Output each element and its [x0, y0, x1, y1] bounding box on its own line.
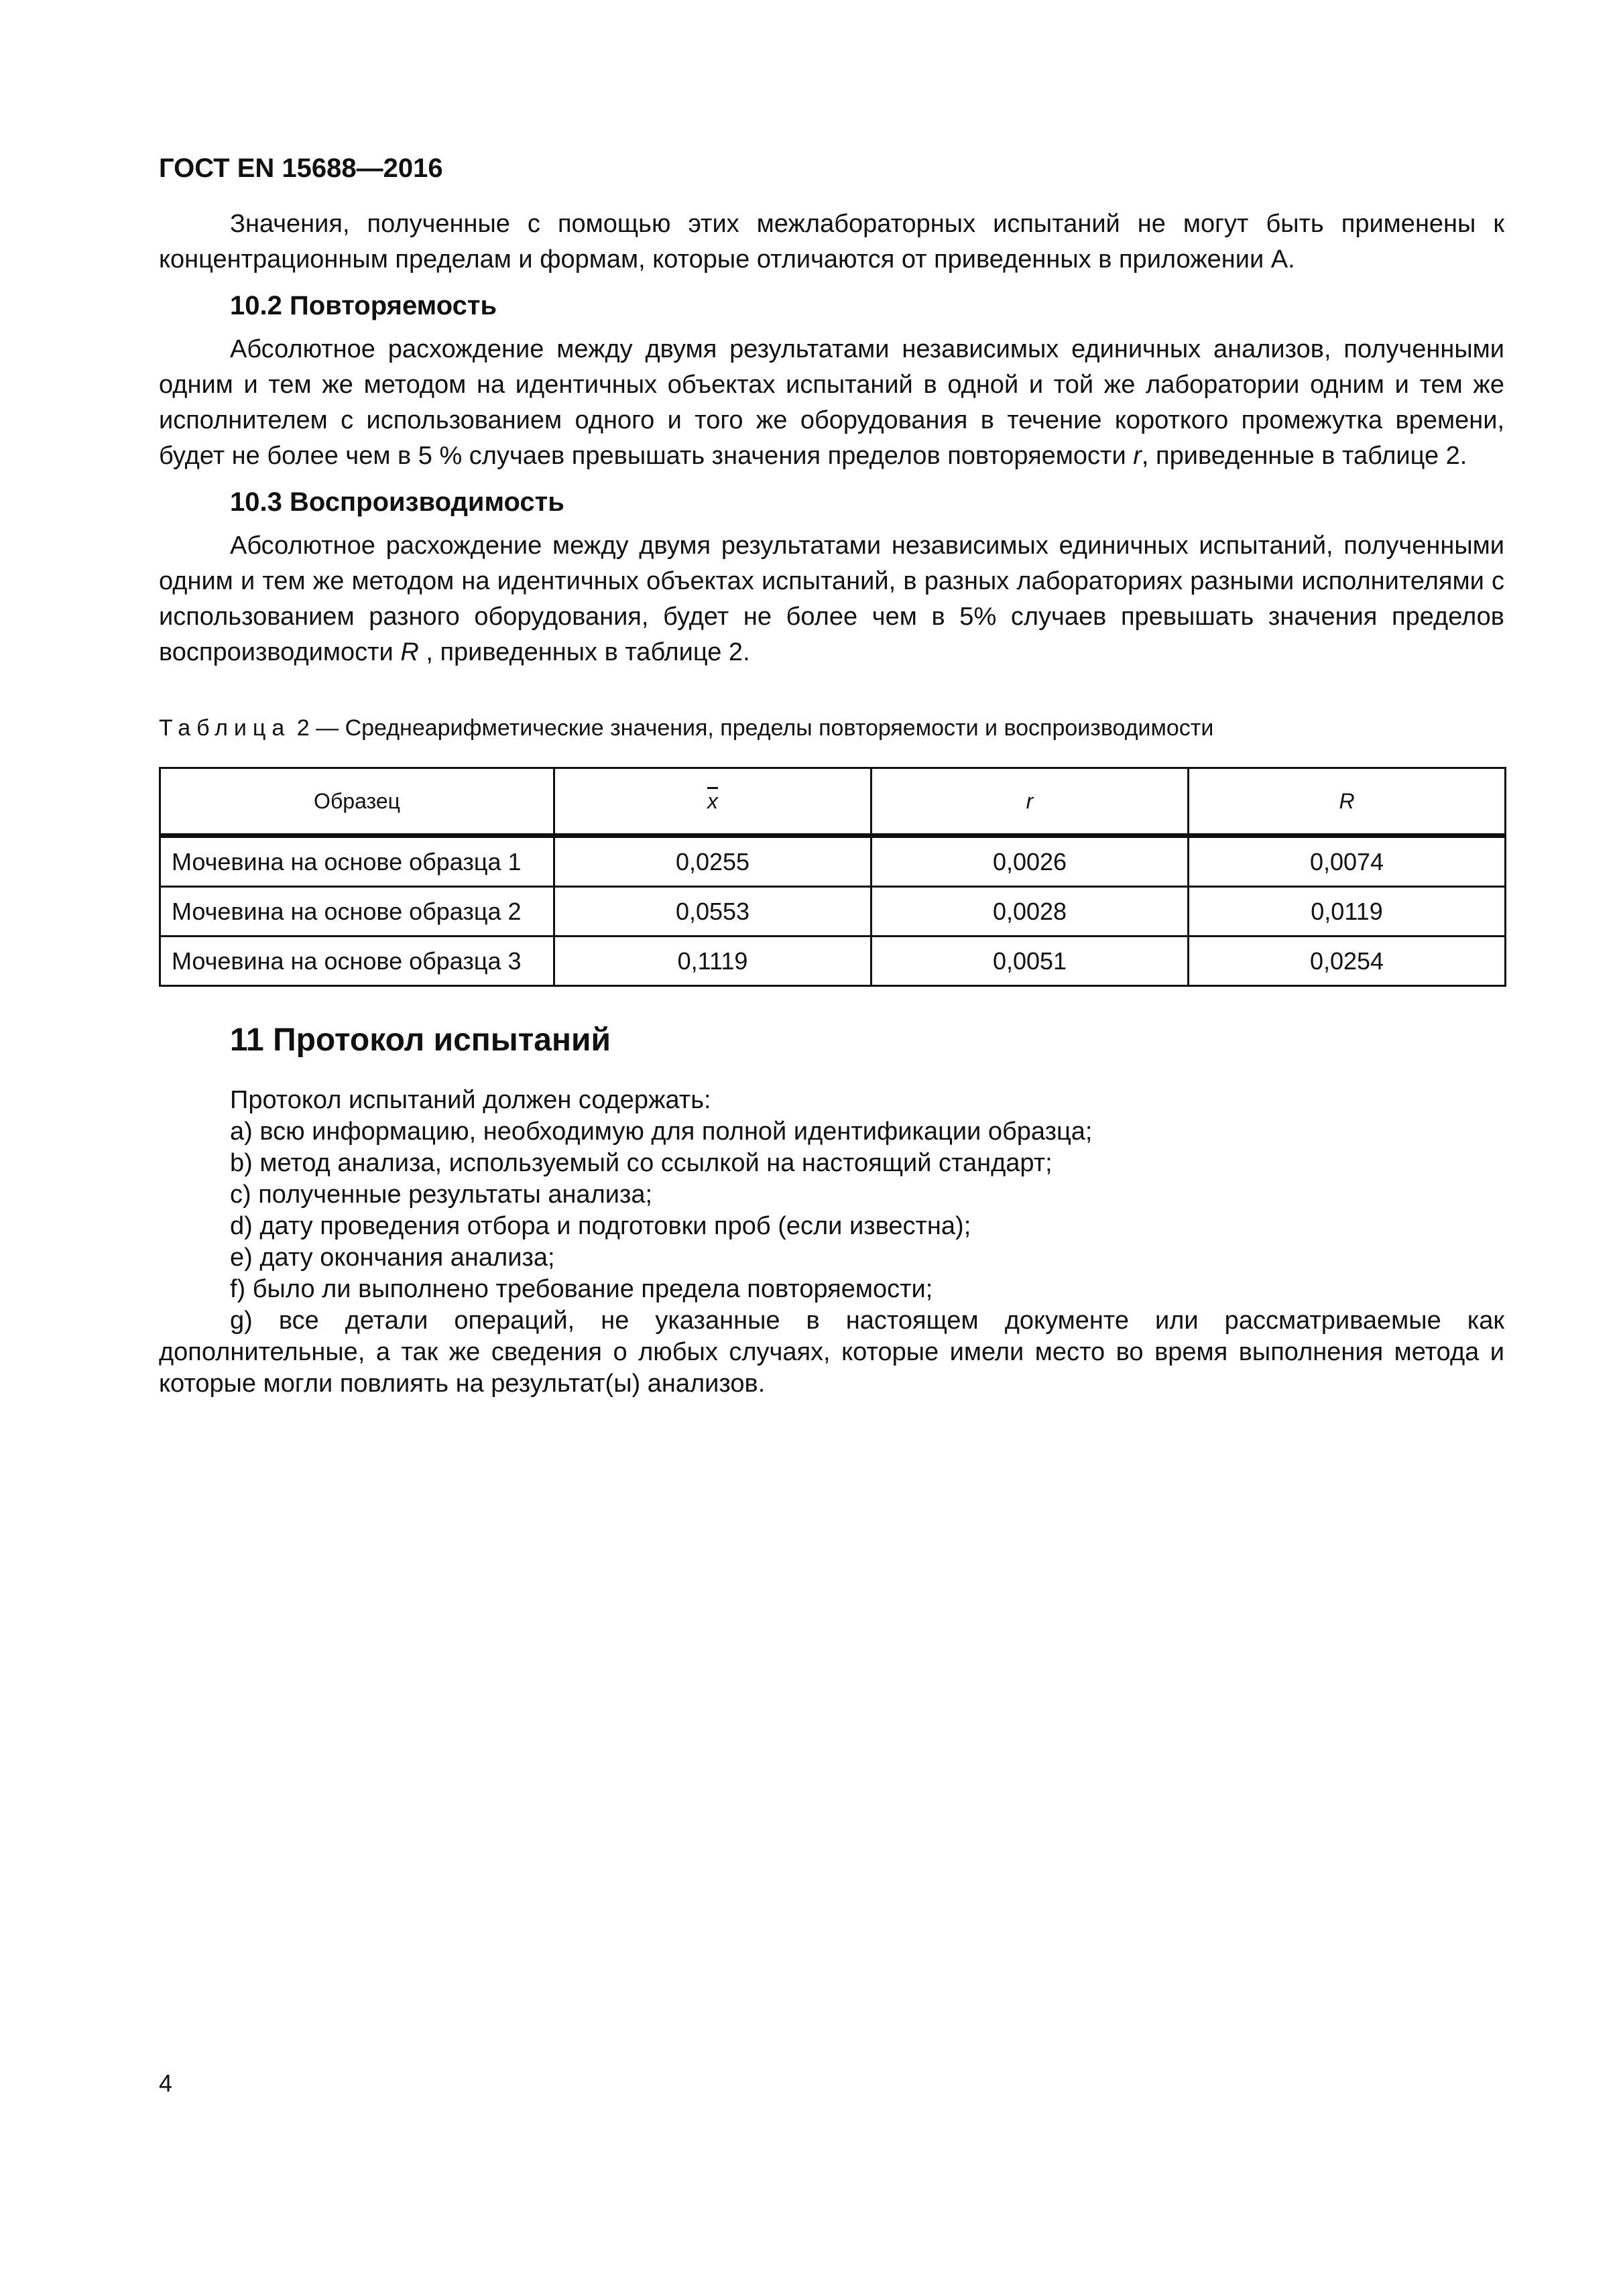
table-caption-number: 2 — [296, 715, 310, 741]
section-11-lead: Протокол испытаний должен содержать: — [230, 1086, 711, 1114]
page-number: 4 — [159, 2069, 173, 2097]
header-repeatability: r — [871, 768, 1189, 836]
table-caption — [159, 713, 1504, 743]
reproducibility-symbol: R — [400, 638, 419, 666]
section-10-3-title: 10.3 Воспроизводимость — [230, 487, 564, 517]
section-10-2-text-end: , приведенные в таблице 2. — [1141, 442, 1467, 470]
header-reproducibility: R — [1189, 768, 1506, 836]
list-item-last: g) все детали операций, не указанные в настоящем документе или рассматриваемые как дополнительные, а так же сведения о любых случаях, которые имели место во время выполнения метода и которые могли повлиять на результат(ы) анализов. — [159, 1307, 1504, 1398]
list-item: d) дату проведения отбора и подготовки проб (если известна); — [230, 1212, 971, 1240]
cell-sample: Мочевина на основе образца 1 — [160, 836, 554, 887]
cell-mean: 0,0255 — [554, 836, 871, 887]
section-11-title: 11 Протокол испытаний — [230, 1022, 611, 1058]
cell-sample: Мочевина на основе образца 3 — [160, 936, 554, 986]
cell-reproducibility: 0,0254 — [1189, 936, 1506, 986]
header-mean — [554, 768, 871, 836]
cell-mean: 0,1119 — [554, 936, 871, 986]
section-10-3-text: Абсолютное расхождение между двумя результатами независимых единичных испытаний, полученными одним и тем же методом на идентичных объектах испытаний, в разных лабораториях разными исполнителями с использованием разного оборудования, будет не более чем в 5% случаев превышать значения пределов воспроизводимости — [159, 532, 1504, 666]
header-sample: Образец — [160, 768, 554, 836]
section-10-3-text-end: , приведенных в таблице 2. — [426, 638, 750, 666]
table-caption-text: — Среднеарифметические значения, пределы повторяемости и воспроизводимости — [316, 715, 1214, 741]
section-10-2-paragraph — [159, 332, 1504, 474]
table-row — [160, 936, 1506, 986]
table-row — [160, 887, 1506, 936]
repeatability-symbol: r — [1133, 442, 1142, 470]
intro-paragraph: Значения, полученные с помощью этих межлабораторных испытаний не могут быть применены к концентрационным пределам и формам, которые отличаются от приведенных в приложении А. — [159, 210, 1504, 274]
section-10-2-text: Абсолютное расхождение между двумя результатами независимых единичных анализов, полученными одним и тем же методом на идентичных объектах испытаний в одной и той же лаборатории одним и тем же исполнителем с использованием одного и того же оборудования в течение короткого промежутка времени, будет не более чем в 5 % случаев превышать значения пределов повторяемости — [159, 335, 1504, 470]
table-caption-label: Таблица — [159, 715, 291, 741]
list-item: е) дату окончания анализа; — [230, 1244, 555, 1272]
cell-reproducibility: 0,0074 — [1189, 836, 1506, 887]
cell-sample: Мочевина на основе образца 2 — [160, 887, 554, 936]
list-item: f) было ли выполнено требование предела повторяемости; — [230, 1275, 933, 1303]
cell-reproducibility: 0,0119 — [1189, 887, 1506, 936]
mean-symbol: $\overline{x}$ — [707, 788, 718, 813]
list-item: с) полученные результаты анализа; — [230, 1181, 653, 1209]
cell-repeatability: 0,0026 — [871, 836, 1189, 887]
section-10-3-paragraph — [159, 528, 1504, 670]
table-row — [160, 836, 1506, 887]
cell-repeatability: 0,0051 — [871, 936, 1189, 986]
results-table — [159, 767, 1506, 987]
document-page — [159, 152, 1504, 1400]
list-item: а) всю информацию, необходимую для полной идентификации образца; — [230, 1117, 1093, 1146]
section-10-2-title: 10.2 Повторяемость — [230, 291, 497, 320]
document-header: ГОСТ EN 15688—2016 — [159, 154, 443, 183]
table-header-row — [160, 768, 1506, 836]
list-item: b) метод анализа, используемый со ссылкой на настоящий стандарт; — [230, 1149, 1053, 1177]
cell-mean: 0,0553 — [554, 887, 871, 936]
cell-repeatability: 0,0028 — [871, 887, 1189, 936]
